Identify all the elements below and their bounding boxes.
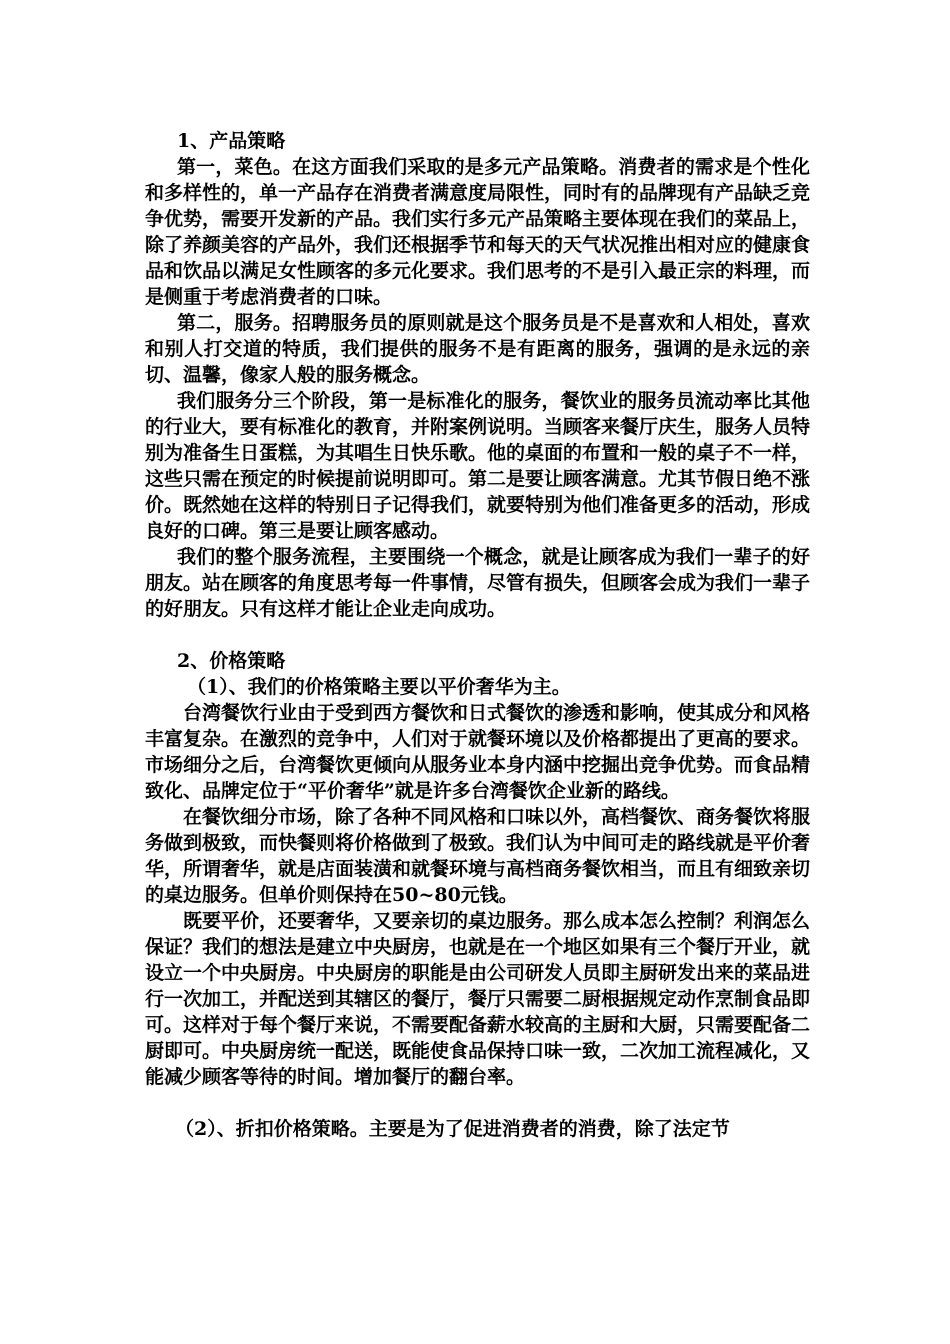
section-gap [145,1090,810,1116]
paragraph-service: 第二，服务。招聘服务员的原则就是这个服务员是不是喜欢和人相处，喜欢和别人打交道的特质，我们提供的服务不是有距离的服务，强调的是永远的亲切、温馨，像家人般的服务概念。 [145,312,810,386]
paragraph-market-segment: 在餐饮细分市场，除了各种不同风格和口味以外，高档餐饮、商务餐饮将服务做到极致，而快餐则将价格做到了极致。我们认为中间可走的路线就是平价奢华，所谓奢华，就是店面装潢和就餐环境与高档商务餐饮相当，而且有细致亲切的桌边服务。但单价则保持在50~80元钱。 [145,806,811,906]
document-body [145,128,810,1142]
subheading-affordable-luxury: （1）、我们的价格策略主要以平价奢华为主。 [187,676,571,698]
paragraph-service-process: 我们的整个服务流程，主要围绕一个概念，就是让顾客成为我们一辈子的好朋友。站在顾客的角度思考每一件事情，尽管有损失，但顾客会成为我们一辈子的好朋友。只有这样才能让企业走向成功。 [145,546,811,620]
paragraph-service-stages: 我们服务分三个阶段，第一是标准化的服务，餐饮业的服务员流动率比其他的行业大，要有标准化的教育，并附案例说明。当顾客来餐厅庆生，服务人员特别为准备生日蛋糕，为其唱生日快乐歌。他的桌面的布置和一般的桌子不一样，这些只需在预定的时候提前说明即可。第二是要让顾客满意。尤其节假日绝不涨价。既然她在这样的特别日子记得我们，就要特别为他们准备更多的活动，形成良好的口碑。第三是要让顾客感动。 [145,390,811,542]
paragraph-central-kitchen: 既要平价，还要奢华，又要亲切的桌边服务。那么成本怎么控制？利润怎么保证？我们的想法是建立中央厨房，也就是在一个地区如果有三个餐厅开业，就设立一个中央厨房。中央厨房的职能是由公司研发人员即主厨研发出来的菜品进行一次加工，并配送到其辖区的餐厅，餐厅只需要二厨根据规定动作烹制食品即可。这样对于每个餐厅来说，不需要配备薪水较高的主厨和大厨，只需要配备二厨即可。中央厨房统一配送，既能使食品保持口味一致，二次加工流程减化，又能减少顾客等待的时间。增加餐厅的翻台率。 [145,910,811,1088]
paragraph-taiwan-dining: 台湾餐饮行业由于受到西方餐饮和日式餐饮的渗透和影响，使其成分和风格丰富复杂。在激烈的竞争中，人们对于就餐环境以及价格都提出了更高的要求。市场细分之后，台湾餐饮更倾向从服务业本身内涵中挖掘出竞争优势。而食品精致化、品牌定位于“平价奢华”就是许多台湾餐饮企业新的路线。 [145,702,811,802]
paragraph-menu: 第一，菜色。在这方面我们采取的是多元产品策略。消费者的需求是个性化和多样性的，单一产品存在消费者满意度局限性，同时有的品牌现有产品缺乏竞争优势，需要开发新的产品。我们实行多元产品策略主要体现在我们的菜品上，除了养颜美容的产品外，我们还根据季节和每天的天气状况推出相对应的健康食品和饮品以满足女性顾客的多元化要求。我们思考的不是引入最正宗的料理，而是侧重于考虑消费者的口味。 [145,156,811,308]
section-gap [145,622,810,648]
section-heading-product-strategy: 1、产品策略 [177,130,286,152]
subheading-discount-pricing: （2）、折扣价格策略。主要是为了促进消费者的消费，除了法定节 [175,1118,730,1140]
section-heading-price-strategy: 2、价格策略 [177,650,286,672]
